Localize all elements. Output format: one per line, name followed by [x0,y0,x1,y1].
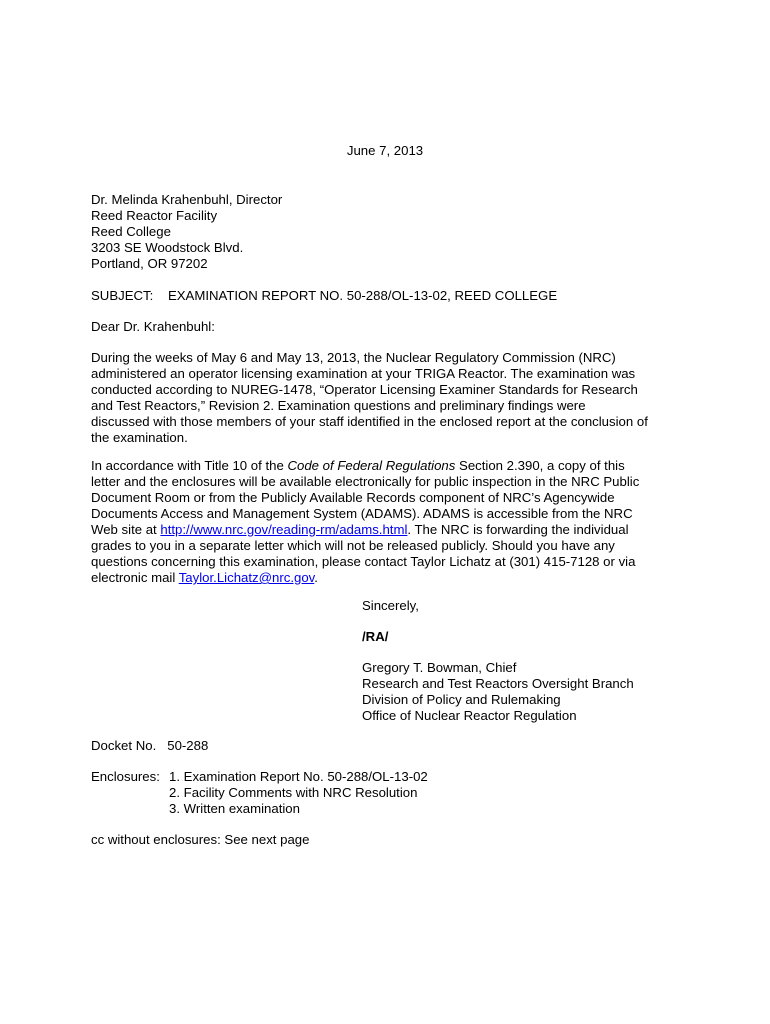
cc-line: cc without enclosures: See next page [91,832,310,847]
closing: Sincerely, [362,598,419,613]
paragraph-1-line: and Test Reactors,” Revision 2. Examination questions and preliminary findings were [91,398,586,413]
enclosure-item: 3. Written examination [169,801,300,816]
paragraph-1-line: the examination. [91,430,188,445]
email-link[interactable]: Taylor.Lichatz@nrc.gov [178,570,315,585]
p2-text: In accordance with Title 10 of the [91,458,288,473]
enclosure-item: 1. Examination Report No. 50-288/OL-13-02 [169,769,428,784]
paragraph-2-line: letter and the enclosures will be available electronically for public inspection in the NRC Public [91,474,640,489]
letter-date: June 7, 2013 [346,143,424,158]
paragraph-2-line [91,522,639,538]
enclosures-label: Enclosures: [91,769,160,784]
recipient-institution: Reed College [91,224,171,239]
enclosures-list [169,769,428,817]
subject-text: EXAMINATION REPORT NO. 50-288/OL-13-02, REED COLLEGE [167,288,558,303]
recipient-name: Dr. Melinda Krahenbuhl, Director [91,192,283,207]
p2-text: Section 2.390, a copy of this [455,458,625,473]
paragraph-2-line: questions concerning this examination, please contact Taylor Lichatz at (301) 415-7128 or via [91,554,636,569]
paragraph-1-line: discussed with those members of your staff identified in the enclosed report at the conclusion of [91,414,648,429]
paragraph-2-line: Document Room or from the Publicly Available Records component of NRC’s Agencywide [91,490,615,505]
recipient-city: Portland, OR 97202 [91,256,208,271]
docket-value: 50-288 [167,738,209,753]
p2-text: . The NRC is forwarding the individual [407,522,629,537]
docket-label: Docket No. [91,738,157,753]
salutation: Dear Dr. Krahenbuhl: [91,319,215,334]
p2-text: Web site at [91,522,161,537]
p2-text: electronic mail [91,570,179,585]
signature-mark: /RA/ [362,629,389,644]
enclosures-block [91,769,428,816]
signer-office: Office of Nuclear Reactor Regulation [362,708,577,723]
paragraph-1-line: administered an operator licensing examination at your TRIGA Reactor. The examination was [91,366,636,381]
paragraph-2-line [91,458,639,474]
paragraph-1-line: During the weeks of May 6 and May 13, 2013, the Nuclear Regulatory Commission (NRC) [91,350,616,365]
cfr-title: Code of Federal Regulations [287,458,456,473]
signer-branch: Research and Test Reactors Oversight Branch [362,676,634,691]
adams-link[interactable]: http://www.nrc.gov/reading-rm/adams.html [160,522,408,537]
subject-label: SUBJECT: [91,288,154,303]
paragraph-1 [91,350,648,446]
recipient-street: 3203 SE Woodstock Blvd. [91,240,244,255]
docket-line [91,738,208,754]
signer-name: Gregory T. Bowman, Chief [362,660,517,675]
paragraph-2-line: Documents Access and Management System (ADAMS). ADAMS is accessible from the NRC [91,506,633,521]
paragraph-2-line [91,570,639,586]
paragraph-2-line: grades to you in a separate letter which will not be released publicly. Should you have any [91,538,615,553]
paragraph-1-line: conducted according to NUREG-1478, “Operator Licensing Examiner Standards for Research [91,382,638,397]
recipient-address [91,192,282,272]
recipient-facility: Reed Reactor Facility [91,208,218,223]
subject-line [91,288,557,304]
enclosure-item: 2. Facility Comments with NRC Resolution [169,785,418,800]
signer-division: Division of Policy and Rulemaking [362,692,561,707]
p2-text: . [314,570,318,585]
paragraph-2 [91,458,639,586]
signature-block [362,598,634,724]
